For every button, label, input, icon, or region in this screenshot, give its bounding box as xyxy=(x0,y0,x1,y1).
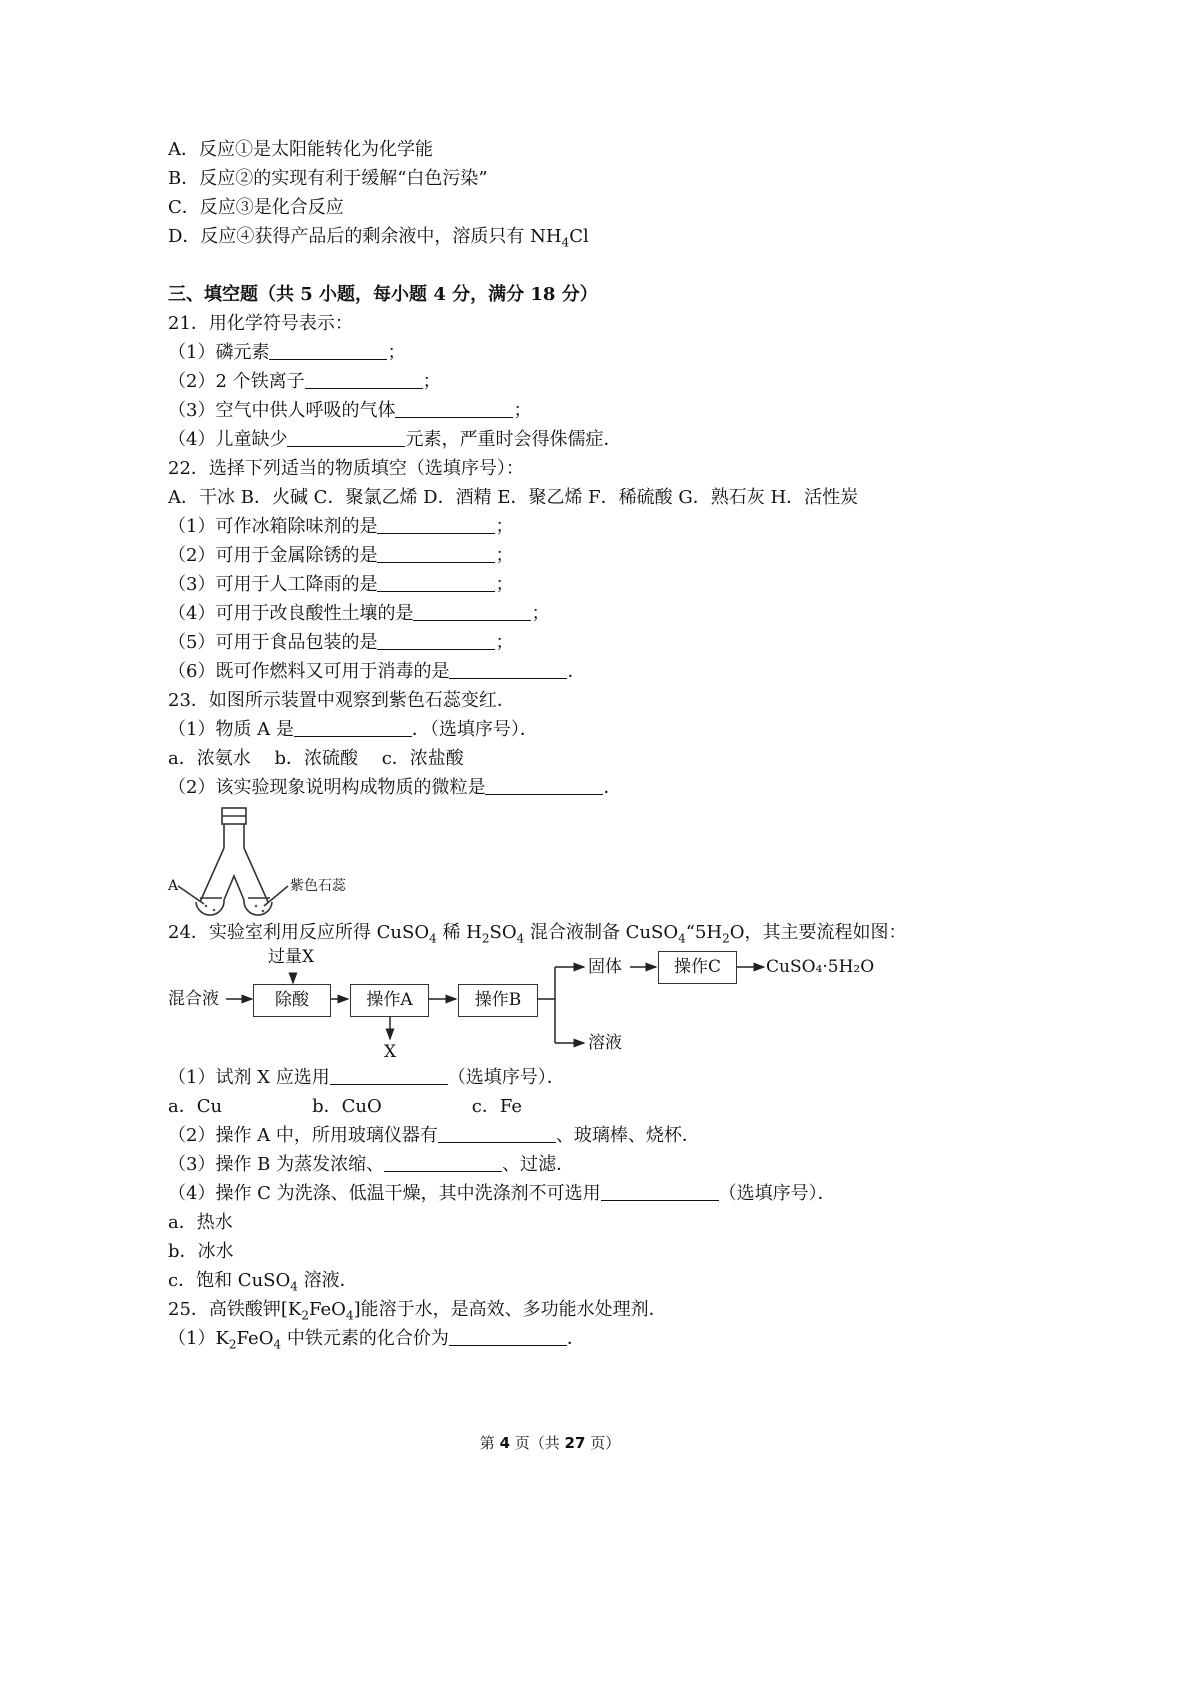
text-segment: 溶液． xyxy=(297,1270,358,1291)
subscript: 4 xyxy=(429,931,437,946)
q24-1 xyxy=(168,1063,1068,1092)
text-segment: 21．用化学符号表示： xyxy=(168,313,353,334)
text-segment: FeO xyxy=(236,1328,274,1349)
subscript: 4 xyxy=(273,1337,282,1352)
answer-blank[interactable] xyxy=(294,716,412,737)
option-c xyxy=(168,193,1068,222)
text-segment: ； xyxy=(387,342,406,363)
page-number: 4 xyxy=(499,1434,510,1452)
answer-blank[interactable] xyxy=(305,368,423,389)
subscript: 2 xyxy=(228,1337,237,1352)
text-segment: 25．高铁酸钾[K xyxy=(168,1299,302,1320)
answer-blank[interactable] xyxy=(384,1151,502,1172)
text-segment: b．冰水 xyxy=(168,1241,234,1262)
text-segment: ]能溶于水，是高效、多功能水处理剂． xyxy=(353,1299,667,1320)
text-segment: （3）操作 B 为蒸发浓缩、 xyxy=(168,1154,385,1175)
answer-blank[interactable] xyxy=(601,1180,719,1201)
text-segment: 、玻璃棒、烧杯． xyxy=(555,1125,700,1146)
document-body xyxy=(168,135,1068,1353)
y-tube-apparatus xyxy=(168,802,368,918)
answer-blank[interactable] xyxy=(449,1325,567,1346)
answer-blank[interactable] xyxy=(287,426,405,447)
q22-options xyxy=(168,483,1068,512)
q22-5 xyxy=(168,628,1068,657)
text-segment: 22．选择下列适当的物质填空（选填序号）： xyxy=(168,458,524,479)
option-d xyxy=(168,222,1068,251)
text-segment: ； xyxy=(531,603,550,624)
answer-blank[interactable] xyxy=(485,774,603,795)
text-segment: ．（选填序号）． xyxy=(411,719,538,740)
box-operation-c: 操作C xyxy=(658,951,737,984)
text-segment: 三、填空题（共 5 小题，每小题 4 分，满分 18 分） xyxy=(168,284,598,305)
q24-1-options xyxy=(168,1092,1068,1121)
answer-blank[interactable] xyxy=(395,397,513,418)
answer-blank[interactable] xyxy=(269,339,387,360)
q24-4 xyxy=(168,1179,1068,1208)
answer-blank[interactable] xyxy=(449,658,567,679)
q21-3 xyxy=(168,396,1068,425)
text-segment: （4）操作 C 为洗涤、低温干燥，其中洗涤剂不可选用 xyxy=(168,1183,601,1204)
text-segment: Cl xyxy=(569,226,589,247)
q23-options xyxy=(168,744,1068,773)
text-segment: A．反应①是太阳能转化为化学能 xyxy=(168,139,433,160)
question-23 xyxy=(168,686,1068,715)
answer-blank[interactable] xyxy=(438,1122,556,1143)
answer-blank[interactable] xyxy=(413,600,531,621)
subscript: 4 xyxy=(345,1308,354,1323)
text-segment: （4）可用于改良酸性土壤的是 xyxy=(168,603,414,624)
q24-2 xyxy=(168,1121,1068,1150)
page-footer xyxy=(0,1432,1100,1453)
text-segment: （2）该实验现象说明构成物质的微粒是 xyxy=(168,777,486,798)
q25-1 xyxy=(168,1324,1068,1353)
text-segment: （3）可用于人工降雨的是 xyxy=(168,574,378,595)
text-segment: （5）可用于食品包装的是 xyxy=(168,632,378,653)
text-segment: FeO xyxy=(309,1299,346,1320)
text-segment: 23．如图所示装置中观察到紫色石蕊变红． xyxy=(168,690,515,711)
flow-diagram xyxy=(168,947,1068,1063)
text-segment: （1）磷元素 xyxy=(168,342,270,363)
text-segment: （选填序号）． xyxy=(447,1067,565,1088)
text-segment: c．饱和 CuSO xyxy=(168,1270,291,1291)
box-remove-acid: 除酸 xyxy=(253,984,331,1017)
text-segment: （2）操作 A 中，所用玻璃仪器有 xyxy=(168,1125,438,1146)
text-segment: 、过滤． xyxy=(502,1154,575,1175)
q23-2 xyxy=(168,773,1068,802)
text-segment: a．热水 xyxy=(168,1212,233,1233)
total-pages: 27 xyxy=(564,1434,586,1452)
q22-2 xyxy=(168,541,1068,570)
text-segment: B．反应②的实现有利于缓解“白色污染” xyxy=(168,168,488,189)
text-segment: （6）既可作燃料又可用于消毒的是 xyxy=(168,661,450,682)
subscript: 2 xyxy=(301,1308,310,1323)
text-segment: ； xyxy=(495,632,514,653)
text-segment: C．反应③是化合反应 xyxy=(168,197,344,218)
flask-figure xyxy=(168,802,1068,918)
text-segment: 中铁元素的化合价为 xyxy=(281,1328,449,1349)
q21-4 xyxy=(168,425,1068,454)
text-segment: ； xyxy=(495,574,514,595)
question-21 xyxy=(168,309,1068,338)
answer-blank[interactable] xyxy=(377,513,495,534)
option-a xyxy=(168,135,1068,164)
text-segment: （1）K xyxy=(168,1328,229,1349)
section-heading xyxy=(168,280,1068,309)
text-segment: a．浓氨水 b．浓硫酸 c．浓盐酸 xyxy=(168,748,464,769)
text-segment: ． xyxy=(603,777,622,798)
spacer xyxy=(168,251,1068,280)
subscript: 4 xyxy=(516,931,525,946)
box-operation-b: 操作B xyxy=(458,984,538,1017)
solution-label: 溶液 xyxy=(588,1033,622,1053)
text-segment: ； xyxy=(513,400,532,421)
text-segment: ； xyxy=(495,545,514,566)
text-segment: “5H xyxy=(685,922,723,943)
subscript: 4 xyxy=(290,1279,298,1294)
subscript: 2 xyxy=(481,931,490,946)
q21-1 xyxy=(168,338,1068,367)
text-segment: A．干冰 B．火碱 C．聚氯乙烯 D．酒精 E．聚乙烯 F．稀硫酸 G．熟石灰 H．活性炭 xyxy=(168,487,859,508)
answer-blank[interactable] xyxy=(377,571,495,592)
text-segment: （4）儿童缺少 xyxy=(168,429,288,450)
q24-3 xyxy=(168,1150,1068,1179)
x-output-label: X xyxy=(384,1042,397,1062)
q22-6 xyxy=(168,657,1068,686)
q24-4-c xyxy=(168,1266,1068,1295)
text-segment: （3）空气中供人呼吸的气体 xyxy=(168,400,396,421)
q24-4-a xyxy=(168,1208,1068,1237)
subscript: 4 xyxy=(561,235,570,250)
option-b xyxy=(168,164,1068,193)
text-segment: 混合液制备 CuSO xyxy=(524,922,679,943)
text-segment: （选填序号）． xyxy=(718,1183,836,1204)
q23-1 xyxy=(168,715,1068,744)
label-litmus: 紫色石蕊 xyxy=(290,878,346,894)
text-segment: （2）可用于金属除锈的是 xyxy=(168,545,378,566)
subscript: 2 xyxy=(722,931,730,946)
text-segment: ； xyxy=(422,371,441,392)
text-segment: a．Cu b．CuO c．Fe xyxy=(168,1096,522,1117)
footer-suffix: 页） xyxy=(585,1434,621,1452)
text-segment: （1）物质 A 是 xyxy=(168,719,294,740)
text-segment: ． xyxy=(567,661,586,682)
text-segment: ． xyxy=(566,1328,585,1349)
answer-blank[interactable] xyxy=(377,542,495,563)
question-24 xyxy=(168,918,1068,947)
footer-middle: 页（共 xyxy=(510,1434,565,1452)
subscript: 4 xyxy=(678,931,686,946)
text-segment: 24．实验室利用反应所得 CuSO xyxy=(168,922,430,943)
label-a: A xyxy=(168,878,179,894)
box-operation-a: 操作A xyxy=(350,984,429,1017)
input-label: 混合液 xyxy=(168,989,219,1009)
text-segment: D．反应④获得产品后的剩余液中，溶质只有 NH xyxy=(168,226,562,247)
footer-prefix: 第 xyxy=(479,1434,500,1452)
answer-blank[interactable] xyxy=(377,629,495,650)
text-segment: O，其主要流程如图： xyxy=(729,922,907,943)
answer-blank[interactable] xyxy=(330,1064,448,1085)
q22-4 xyxy=(168,599,1068,628)
question-22 xyxy=(168,454,1068,483)
product-label: CuSO₄·5H₂O xyxy=(766,957,875,977)
text-segment: ； xyxy=(495,516,514,537)
q24-4-b xyxy=(168,1237,1068,1266)
text-segment: （1）可作冰箱除味剂的是 xyxy=(168,516,378,537)
q21-2 xyxy=(168,367,1068,396)
text-segment: SO xyxy=(489,922,517,943)
solid-label: 固体 xyxy=(588,957,622,977)
text-segment: （1）试剂 X 应选用 xyxy=(168,1067,330,1088)
excess-x-label: 过量X xyxy=(268,947,315,967)
question-25 xyxy=(168,1295,1068,1324)
q22-3 xyxy=(168,570,1068,599)
text-segment: （2）2 个铁离子 xyxy=(168,371,305,392)
q22-1 xyxy=(168,512,1068,541)
text-segment: 稀 H xyxy=(436,922,482,943)
text-segment: 元素，严重时会得侏儒症． xyxy=(405,429,622,450)
